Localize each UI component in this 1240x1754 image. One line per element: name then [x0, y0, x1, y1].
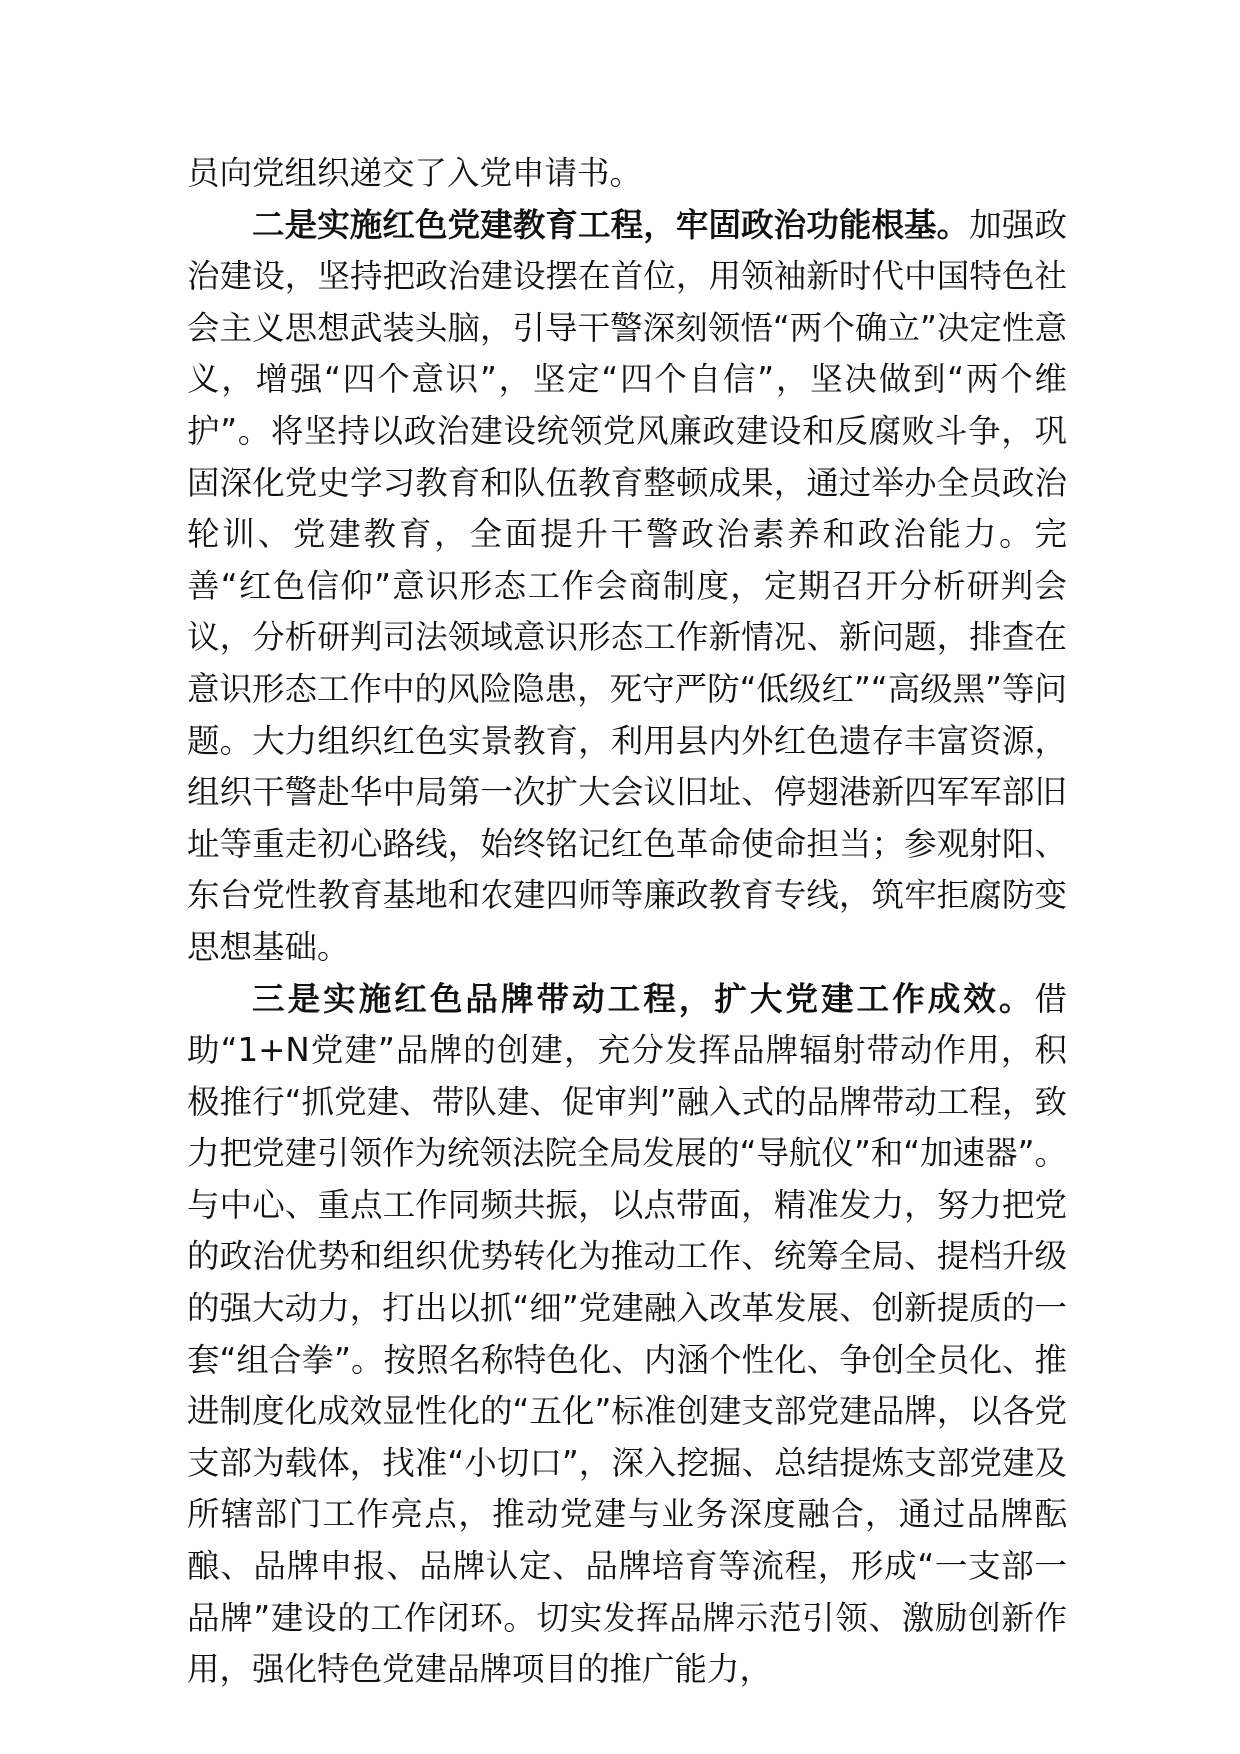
paragraph-continuation — [187, 148, 1067, 200]
paragraph-heading: 三是实施红色品牌带动工程，扩大党建工作成效。 — [252, 979, 1035, 1018]
paragraph-red-education — [187, 200, 1067, 974]
paragraph-body: 借助“1+N党建”品牌的创建，充分发挥品牌辐射带动作用，积极推行“抓党建、带队建、促审判”融入式的品牌带动工程，致力把党建引领作为统领法院全局发展的“导航仪”和“加速器”。与中心、重点工作同频共振，以点带面，精准发力，努力把党的政治优势和组织优势转化为推动工作、统筹全局、提档升级的强大动力，打出以抓“细”党建融入改革发展、创新提质的一套“组合拳”。按照名称特色化、内涵个性化、争创全员化、推进制度化成效显性化的“五化”标准创建支部党建品牌，以各党支部为载体，找准“小切口”，深入挖掘、总结提炼支部党建及所辖部门工作亮点，推动党建与业务深度融合，通过品牌酝酿、品牌申报、品牌认定、品牌培育等流程，形成“一支部一品牌”建设的工作闭环。切实发挥品牌示范引领、激励创新作用，强化特色党建品牌项目的推广能力， — [187, 979, 1067, 1689]
paragraph-red-brand — [187, 974, 1067, 1696]
paragraph-heading: 二是实施红色党建教育工程，牢固政治功能根基。 — [252, 205, 970, 244]
paragraph-body: 员向党组织递交了入党申请书。 — [187, 154, 643, 192]
paragraph-body: 加强政治建设，坚持把政治建设摆在首位，用领袖新时代中国特色社会主义思想武装头脑，引导干警深刻领悟“两个确立”决定性意义，增强“四个意识”，坚定“四个自信”，坚决做到“两个维护”。将坚持以政治建设统领党风廉政建设和反腐败斗争，巩固深化党史学习教育和队伍教育整顿成果，通过举办全员政治轮训、党建教育，全面提升干警政治素养和政治能力。完善“红色信仰”意识形态工作会商制度，定期召开分析研判会议，分析研判司法领域意识形态工作新情况、新问题，排查在意识形态工作中的风险隐患，死守严防“低级红”“高级黑”等问题。大力组织红色实景教育，利用县内外红色遗存丰富资源，组织干警赴华中局第一次扩大会议旧址、停翅港新四军军部旧址等重走初心路线，始终铭记红色革命使命担当；参观射阳、东台党性教育基地和农建四师等廉政教育专线，筑牢拒腐防变思想基础。 — [187, 205, 1067, 966]
document-body — [187, 148, 1067, 1696]
